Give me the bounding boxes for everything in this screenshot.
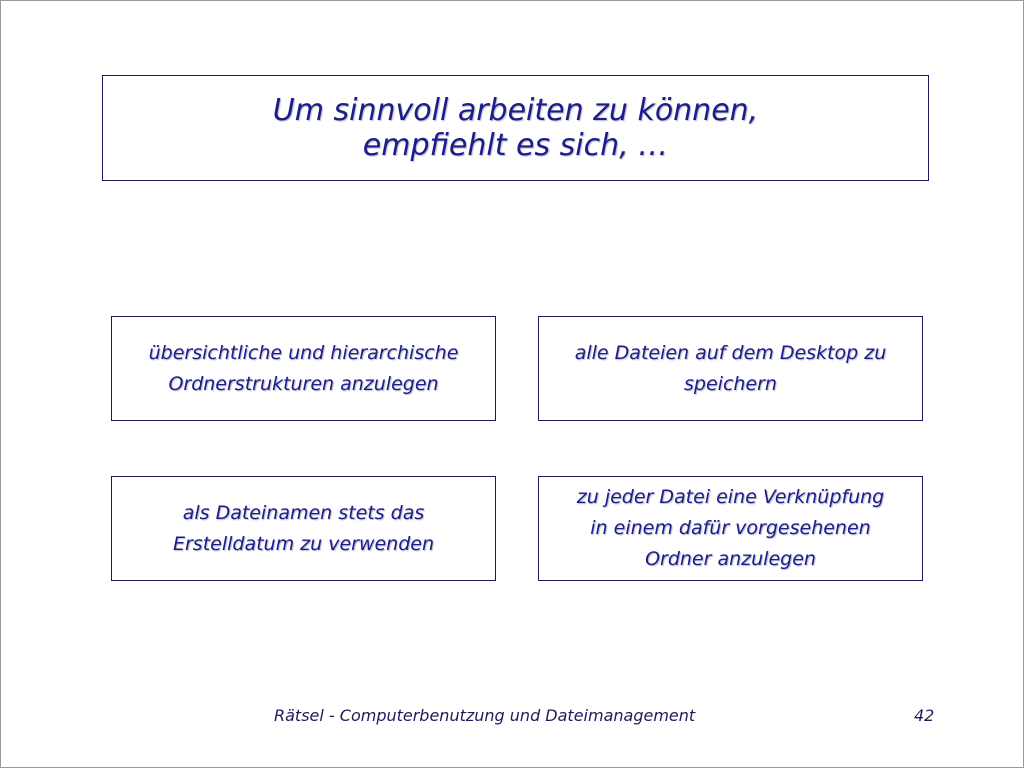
option-2-line-2: speichern bbox=[684, 372, 777, 395]
title-line-2: empfiehlt es sich, … bbox=[362, 128, 669, 163]
answer-option-1[interactable] bbox=[111, 316, 496, 421]
answer-option-4[interactable] bbox=[538, 476, 923, 581]
option-4-line-2: in einem dafür vorgesehenen bbox=[590, 517, 871, 539]
footer-title: Rätsel - Computerbenutzung und Dateimanagement bbox=[274, 706, 696, 725]
option-3-line-2: Erstelldatum zu verwenden bbox=[172, 532, 435, 555]
title-line-1: Um sinnvoll arbeiten zu können, bbox=[272, 93, 759, 128]
option-2-line-1: alle Dateien auf dem Desktop zu bbox=[574, 341, 887, 364]
option-1-line-1: übersichtliche und hierarchische bbox=[148, 341, 459, 364]
option-4-line-1: zu jeder Datei eine Verknüpfung bbox=[576, 486, 885, 508]
page-number: 42 bbox=[914, 706, 935, 725]
option-4-line-3: Ordner anzulegen bbox=[645, 548, 816, 570]
answer-option-3[interactable] bbox=[111, 476, 496, 581]
answer-option-2[interactable] bbox=[538, 316, 923, 421]
option-1-line-2: Ordnerstrukturen anzulegen bbox=[168, 372, 439, 395]
option-3-line-1: als Dateinamen stets das bbox=[182, 501, 425, 524]
question-title-box bbox=[102, 75, 929, 181]
